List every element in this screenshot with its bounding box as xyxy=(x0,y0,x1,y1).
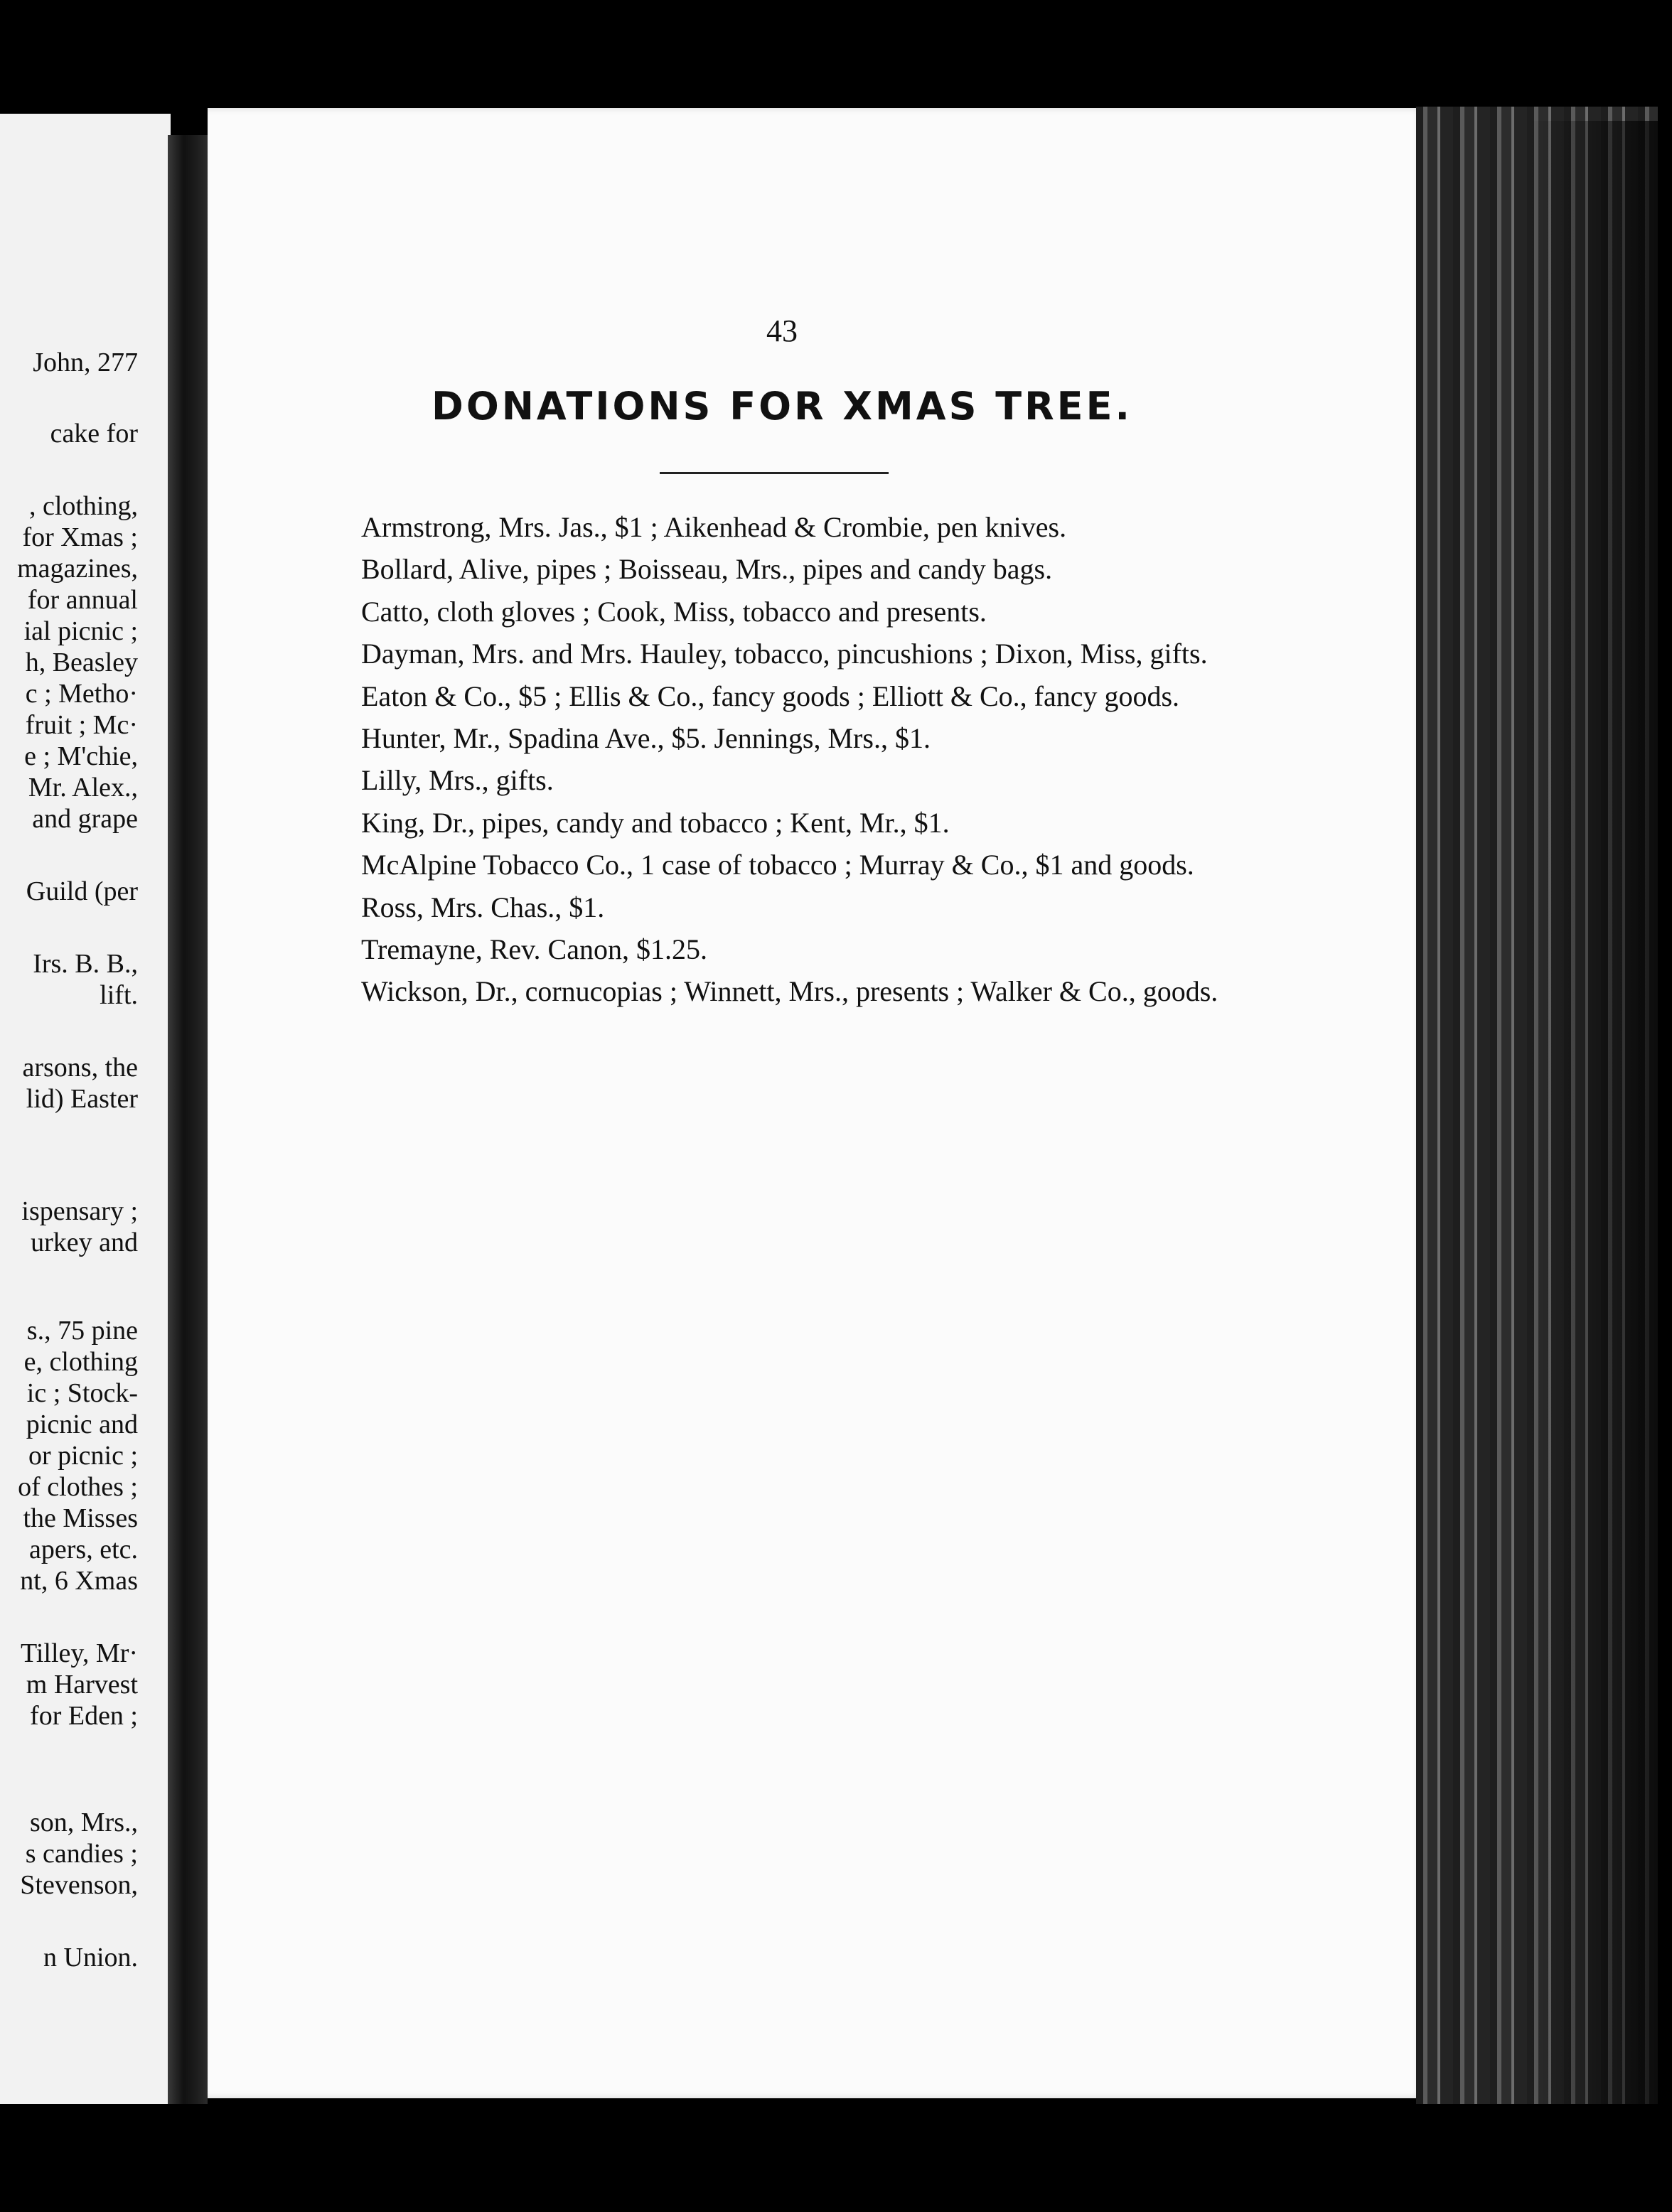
donation-entry: King, Dr., pipes, candy and tobacco ; Kent, Mr., $1. xyxy=(361,806,950,839)
left-page-line: c ; Metho· xyxy=(25,679,138,709)
donation-entry: Wickson, Dr., cornucopias ; Winnett, Mrs., presents ; Walker & Co., goods. xyxy=(361,975,1218,1008)
left-page-line: lift. xyxy=(100,980,138,1010)
donation-entry: Armstrong, Mrs. Jas., $1 ; Aikenhead & Crombie, pen knives. xyxy=(361,511,1067,543)
donation-entry: Catto, cloth gloves ; Cook, Miss, tobacco and presents. xyxy=(361,595,987,628)
left-page-line: or picnic ; xyxy=(28,1441,138,1471)
left-page-line: h, Beasley xyxy=(25,648,138,677)
scan-top-border xyxy=(0,0,1672,100)
left-page-line: for Xmas ; xyxy=(22,522,138,552)
heading-rule xyxy=(660,472,889,474)
left-page-line: m Harvest xyxy=(26,1670,138,1700)
left-page-line: Mr. Alex., xyxy=(28,773,138,802)
donation-entry: Eaton & Co., $5 ; Ellis & Co., fancy goods ; Elliott & Co., fancy goods. xyxy=(361,680,1180,712)
left-page-line: Tilley, Mr· xyxy=(20,1638,138,1668)
left-page-line: Stevenson, xyxy=(20,1870,138,1900)
scan-bottom-border xyxy=(0,2104,1672,2212)
left-page-line: urkey and xyxy=(31,1228,138,1257)
left-page-line: , clothing, xyxy=(28,491,138,521)
left-page-line: fruit ; Mc· xyxy=(25,710,138,740)
page-number: 43 xyxy=(766,313,798,348)
left-page-line: magazines, xyxy=(17,554,138,584)
left-facing-page xyxy=(0,114,171,2104)
left-page-line: e, clothing xyxy=(23,1347,138,1377)
left-page-line: for Eden ; xyxy=(30,1701,138,1731)
book-edge-shadow xyxy=(1528,121,1672,2211)
left-page-line: ic ; Stock- xyxy=(26,1378,138,1408)
left-page-line: John, 277 xyxy=(33,348,138,377)
left-page-line: Guild (per xyxy=(26,876,138,906)
donation-entry: Ross, Mrs. Chas., $1. xyxy=(361,891,605,923)
left-page-line: arsons, the xyxy=(22,1053,138,1083)
donation-list xyxy=(299,506,1271,1013)
donation-entry: Lilly, Mrs., gifts. xyxy=(361,764,554,797)
donation-entry: Bollard, Alive, pipes ; Boisseau, Mrs., pipes and candy bags. xyxy=(361,553,1053,586)
left-page-line: ispensary ; xyxy=(21,1196,138,1226)
left-page-line: for annual xyxy=(27,585,138,615)
left-page-line: s candies ; xyxy=(25,1839,138,1869)
left-page-line: the Misses xyxy=(23,1503,138,1533)
left-page-line: picnic and xyxy=(26,1410,138,1439)
book-gutter xyxy=(168,135,208,2111)
left-page-line: son, Mrs., xyxy=(29,1808,138,1837)
left-page-line: s., 75 pine xyxy=(26,1316,138,1346)
donation-entry: Tremayne, Rev. Canon, $1.25. xyxy=(361,933,707,966)
left-page-line: lid) Easter xyxy=(26,1084,138,1114)
left-page-line: and grape xyxy=(32,804,138,834)
left-page-line: cake for xyxy=(50,419,138,449)
page-heading: DONATIONS FOR XMAS TREE. xyxy=(432,384,1132,429)
left-page-line: n Union. xyxy=(43,1943,138,1972)
left-page-line: e ; M'chie, xyxy=(24,741,138,771)
left-page-line: nt, 6 Xmas xyxy=(20,1566,138,1596)
donation-entry: Hunter, Mr., Spadina Ave., $5. Jennings, Mrs., $1. xyxy=(361,722,931,755)
left-page-line: ial picnic ; xyxy=(23,616,138,646)
left-page-line: apers, etc. xyxy=(29,1535,138,1564)
left-page-line: Irs. B. B., xyxy=(33,949,138,979)
left-page-line: of clothes ; xyxy=(18,1472,138,1502)
donation-entry: Dayman, Mrs. and Mrs. Hauley, tobacco, pincushions ; Dixon, Miss, gifts. xyxy=(361,638,1208,670)
donation-entry: McAlpine Tobacco Co., 1 case of tobacco ; Murray & Co., $1 and goods. xyxy=(361,849,1194,881)
